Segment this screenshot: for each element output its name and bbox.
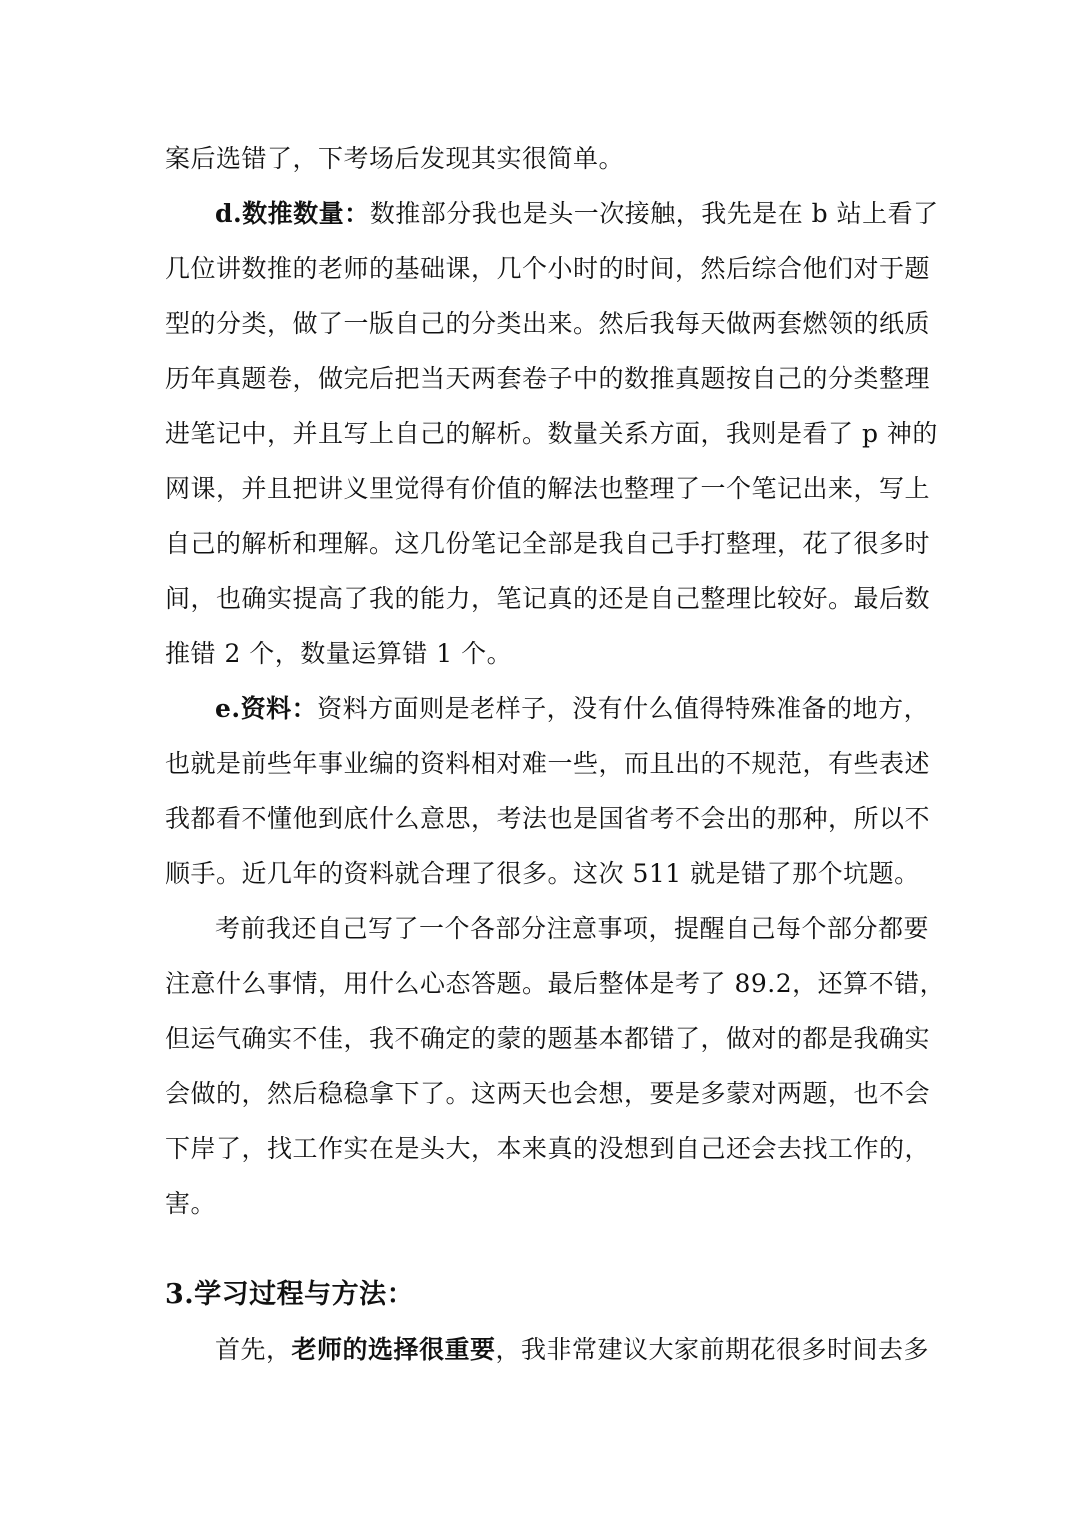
text-line: 自己的解析和理解。这几份笔记全部是我自己手打整理，花了很多时 [165,529,931,558]
text-line: 注意什么事情，用什么心态答题。最后整体是考了 89.2，还算不错， [165,969,946,998]
text-line: 害。 [165,1189,217,1218]
section-heading: 3.学习过程与方法： [165,1279,415,1310]
section-label-e: e.资料： [215,694,318,723]
text-line: 进笔记中，并且写上自己的解析。数量关系方面，我则是看了 p 神的 [165,419,938,448]
text-line: 我都看不懂他到底什么意思，考法也是国省考不会出的那种，所以不 [165,804,931,833]
text-line: ，我非常建议大家前期花很多时间去多 [495,1335,930,1364]
text-line: 推错 2 个，数量运算错 1 个。 [165,639,513,668]
text-line: 型的分类，做了一版自己的分类出来。然后我每天做两套燃领的纸质 [165,309,931,338]
text-line: 会做的，然后稳稳拿下了。这两天也会想，要是多蒙对两题，也不会 [165,1079,931,1108]
text-line: 首先， [215,1335,292,1364]
text-line: 下岸了，找工作实在是头大，本来真的没想到自己还会去找工作的， [165,1134,931,1163]
text-line: 数推部分我也是头一次接触，我先是在 b 站上看了 [369,199,939,228]
text-line: 资料方面则是老样子，没有什么值得特殊准备的地方， [317,694,930,723]
body-text [165,131,946,1231]
emphasis-text: 老师的选择很重要 [291,1335,496,1364]
text-line: 考前我还自己写了一个各部分注意事项，提醒自己每个部分都要 [215,914,930,943]
text-line: 历年真题卷，做完后把当天两套卷子中的数推真题按自己的分类整理 [165,364,931,393]
text-line: 也就是前些年事业编的资料相对难一些，而且出的不规范，有些表述 [165,749,931,778]
text-line: 案后选错了，下考场后发现其实很简单。 [165,144,625,173]
text-line: 但运气确实不佳，我不确定的蒙的题基本都错了，做对的都是我确实 [165,1024,931,1053]
text-line: 间，也确实提高了我的能力，笔记真的还是自己整理比较好。最后数 [165,584,931,613]
body-text-2 [165,1322,930,1377]
text-line: 几位讲数推的老师的基础课，几个小时的时间，然后综合他们对于题 [165,254,931,283]
text-line: 顺手。近几年的资料就合理了很多。这次 511 就是错了那个坑题。 [165,859,920,888]
paragraph-first [165,1322,930,1377]
section-label-d: d.数推数量： [215,199,370,228]
paragraph-e [165,681,930,736]
text-line: 网课，并且把讲义里觉得有价值的解法也整理了一个笔记出来，写上 [165,474,931,503]
paragraph-d [165,186,939,241]
